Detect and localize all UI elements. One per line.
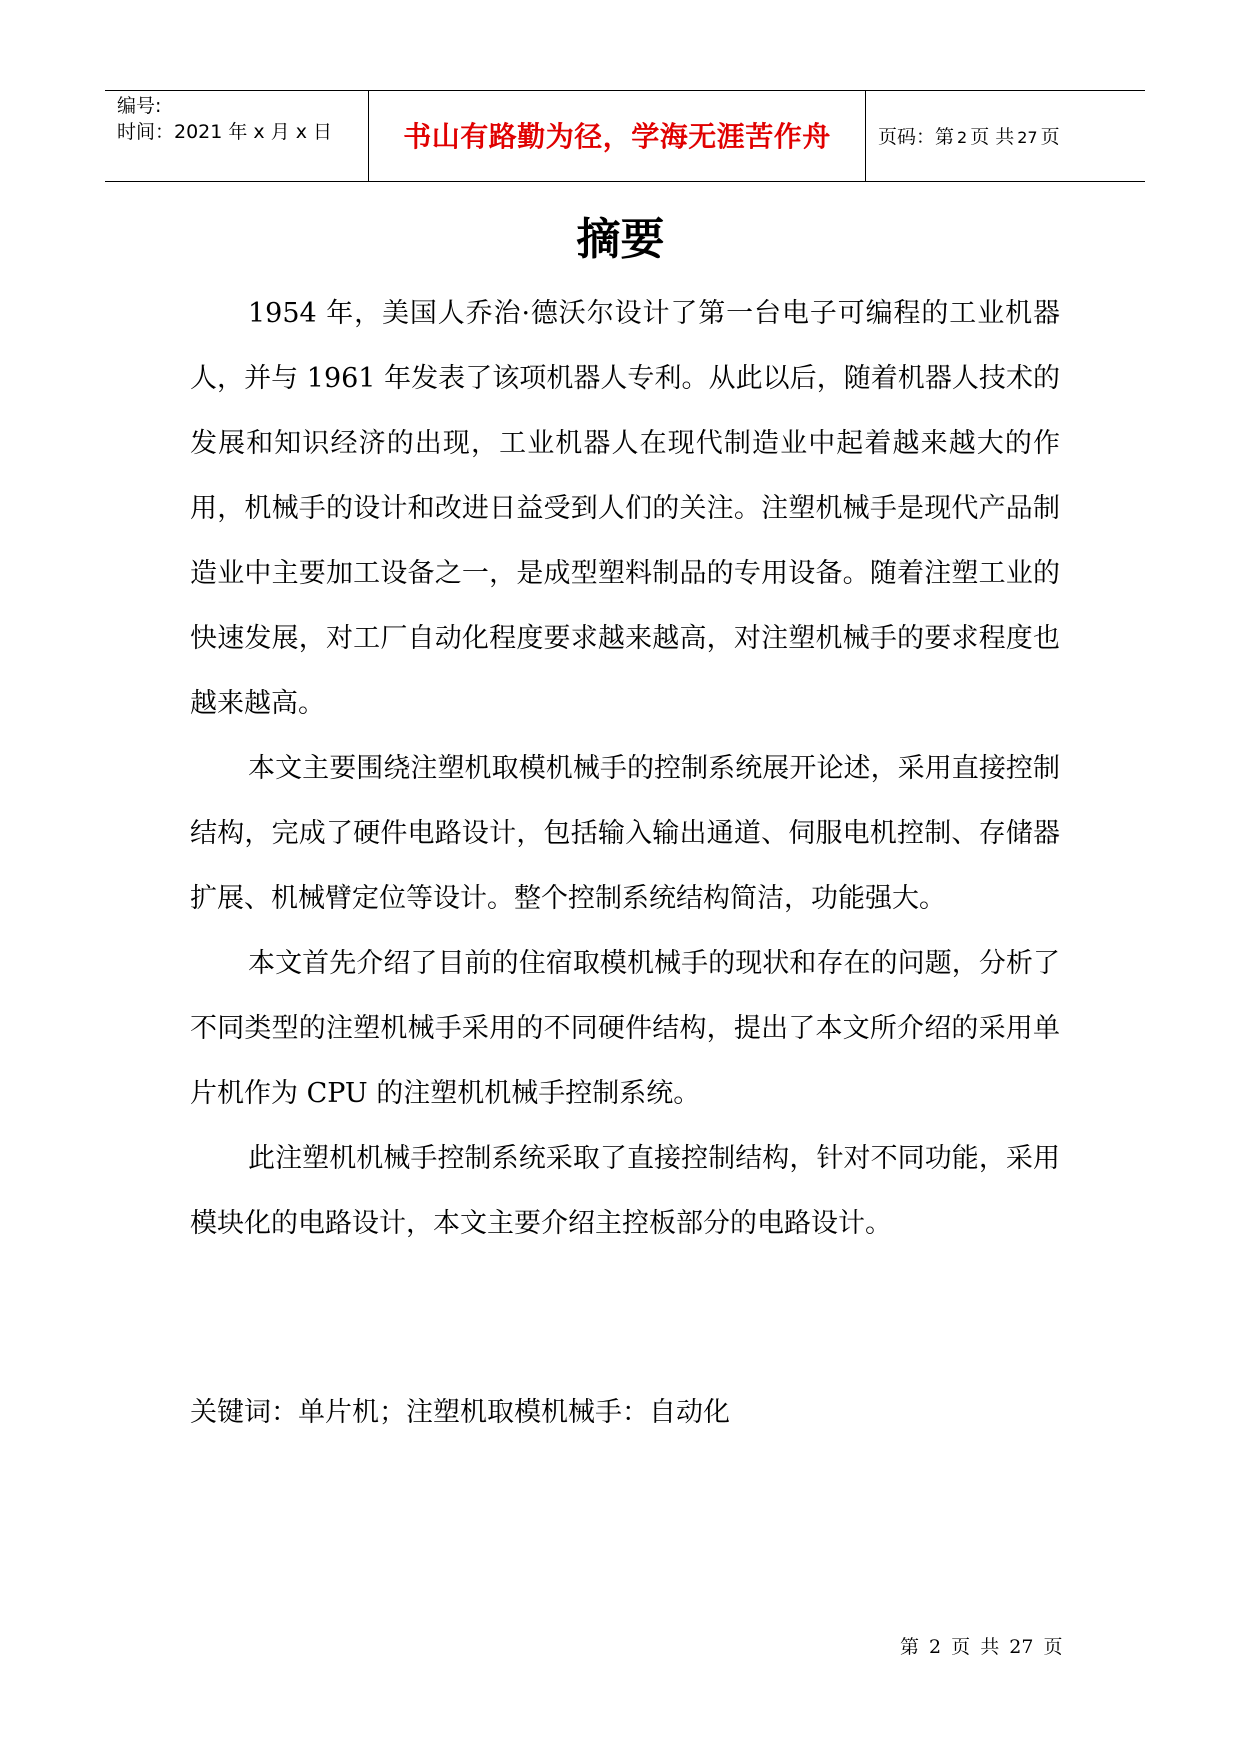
page-prefix: 页码：第 xyxy=(878,126,955,148)
page-total: 27 xyxy=(1017,128,1038,147)
page-footer: 第 2 页 共 27 页 xyxy=(900,1636,1063,1658)
abstract-paragraph: 此注塑机机械手控制系统采取了直接控制结构，针对不同功能，采用模块化的电路设计，本文主要介绍主控板部分的电路设计。 xyxy=(190,1143,1060,1239)
keywords: 关键词：单片机；注塑机取模机械手：自动化 xyxy=(190,1397,730,1428)
serial-number-label: 编号: xyxy=(117,95,162,117)
abstract-paragraph: 1954 年，美国人乔治·德沃尔设计了第一台电子可编程的工业机器人，并与 1961 年发表了该项机器人专利。从此以后，随着机器人技术的发展和知识经济的出现，工业机器人在现代制造业中起着越来越大的作用，机械手的设计和改进日益受到人们的关注。注塑机械手是现代产品制造业中主要加工设备之一，是成型塑料制品的专用设备。随着注塑工业的快速发展，对工厂自动化程度要求越来越高，对注塑机械手的要求程度也越来越高。 xyxy=(190,298,1060,719)
abstract-title: 摘要 xyxy=(576,214,665,265)
abstract-paragraph: 本文首先介绍了目前的住宿取模机械手的现状和存在的问题，分析了不同类型的注塑机械手采用的不同硬件结构，提出了本文所介绍的采用单片机作为 CPU 的注塑机机械手控制系统。 xyxy=(190,948,1060,1109)
header-meta xyxy=(105,91,369,181)
abstract-body xyxy=(190,281,1060,1256)
header-page-number xyxy=(866,91,1145,181)
page-header xyxy=(105,90,1145,182)
page-current: 2 xyxy=(957,128,968,147)
header-motto: 书山有路勤为径，学海无涯苦作舟 xyxy=(369,91,866,181)
page-suffix: 页 xyxy=(1040,126,1060,148)
time-label: 时间：2021 年 x 月 x 日 xyxy=(117,121,333,143)
abstract-paragraph: 本文主要围绕注塑机取模机械手的控制系统展开论述，采用直接控制结构，完成了硬件电路设计，包括输入输出通道、伺服电机控制、存储器扩展、机械臂定位等设计。整个控制系统结构简洁，功能强大。 xyxy=(190,753,1060,914)
page-mid: 页 共 xyxy=(970,126,1015,148)
